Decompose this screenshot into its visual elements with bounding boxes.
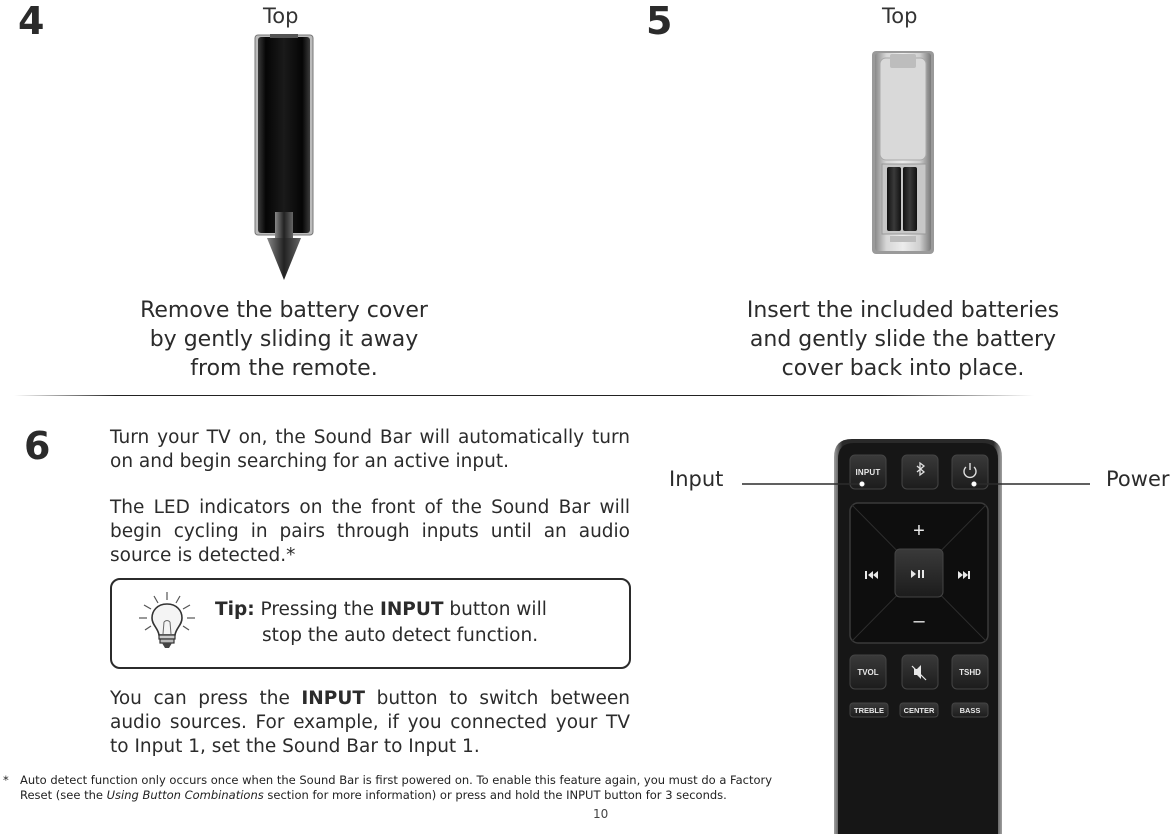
tip-box bbox=[110, 578, 631, 669]
tip-text-after: button will bbox=[449, 599, 547, 620]
footnote-line-2 bbox=[20, 788, 810, 803]
center-button-label: CENTER bbox=[903, 706, 935, 715]
input-callout-label: Input bbox=[669, 467, 724, 491]
power-callout-label: Power bbox=[1106, 467, 1170, 491]
footnote-line-2-after: section for more information) or press and hold the INPUT button for 3 seconds. bbox=[267, 788, 727, 802]
footnote bbox=[20, 773, 810, 803]
step-5-caption-line-1: Insert the included batteries bbox=[746, 298, 1060, 323]
remote-battery-cover-illustration bbox=[248, 30, 322, 286]
step-4-caption-line-3: from the remote. bbox=[190, 356, 378, 381]
step-5-caption-line-2: and gently slide the battery bbox=[749, 327, 1057, 352]
footnote-line-1: Auto detect function only occurs once when the Sound Bar is first powered on. To enable this feature again, you must do a Factory bbox=[20, 773, 773, 787]
step-5-number: 5 bbox=[646, 0, 673, 43]
step-6-number: 6 bbox=[24, 424, 51, 468]
step-4-top-label: Top bbox=[263, 4, 299, 28]
step-5-top-label: Top bbox=[882, 4, 918, 28]
step-4-caption bbox=[134, 296, 434, 383]
remote-battery-compartment-illustration bbox=[868, 48, 938, 258]
tip-text-line-2: stop the auto detect function. bbox=[262, 625, 539, 646]
step-5-caption bbox=[728, 296, 1078, 383]
footnote-line-2-italic: Using Button Combinations bbox=[106, 788, 264, 802]
step-6-paragraph-2: The LED indicators on the front of the Sound Bar will begin cycling in pairs through inputs until an audio source is detected.* bbox=[110, 497, 630, 566]
bass-button-label: BASS bbox=[959, 706, 981, 715]
lightbulb-icon bbox=[136, 590, 198, 652]
page-number: 10 bbox=[593, 807, 609, 821]
treble-button-label: TREBLE bbox=[854, 706, 884, 715]
tip-bold-word: INPUT bbox=[379, 599, 444, 620]
step-4-number: 4 bbox=[18, 0, 45, 43]
callout-lines bbox=[740, 478, 1092, 490]
tip-text-before: Pressing the bbox=[260, 599, 375, 620]
para3-after: button to switch between audio sources. For example, if you connected your TV to Input 1, set the Sound Bar to Input 1. bbox=[110, 688, 630, 757]
input-button-label: INPUT bbox=[855, 468, 881, 477]
section-divider bbox=[14, 395, 1034, 396]
footnote-marker: * bbox=[3, 773, 9, 787]
step-5-caption-line-3: cover back into place. bbox=[781, 356, 1025, 381]
step-4-caption-line-1: Remove the battery cover bbox=[140, 298, 428, 323]
sound-bar-remote bbox=[832, 437, 1004, 834]
step-6-paragraph-1: Turn your TV on, the Sound Bar will automatically turn on and begin searching for an active input. bbox=[110, 427, 630, 472]
step-6-paragraph-3 bbox=[110, 687, 630, 759]
volume-minus-label: – bbox=[913, 610, 925, 632]
tvol-button-label: TVOL bbox=[857, 668, 879, 677]
footnote-line-2-before: Reset (see the bbox=[20, 788, 103, 802]
para3-bold-word: INPUT bbox=[301, 688, 365, 709]
tip-text-line-1 bbox=[215, 597, 615, 623]
tip-text bbox=[215, 597, 615, 649]
step-4-caption-line-2: by gently sliding it away bbox=[149, 327, 419, 352]
para3-before: You can press the bbox=[110, 688, 290, 709]
tshd-button-label: TSHD bbox=[959, 668, 981, 677]
tip-label: Tip: bbox=[215, 599, 255, 620]
volume-plus-label: + bbox=[913, 520, 925, 542]
